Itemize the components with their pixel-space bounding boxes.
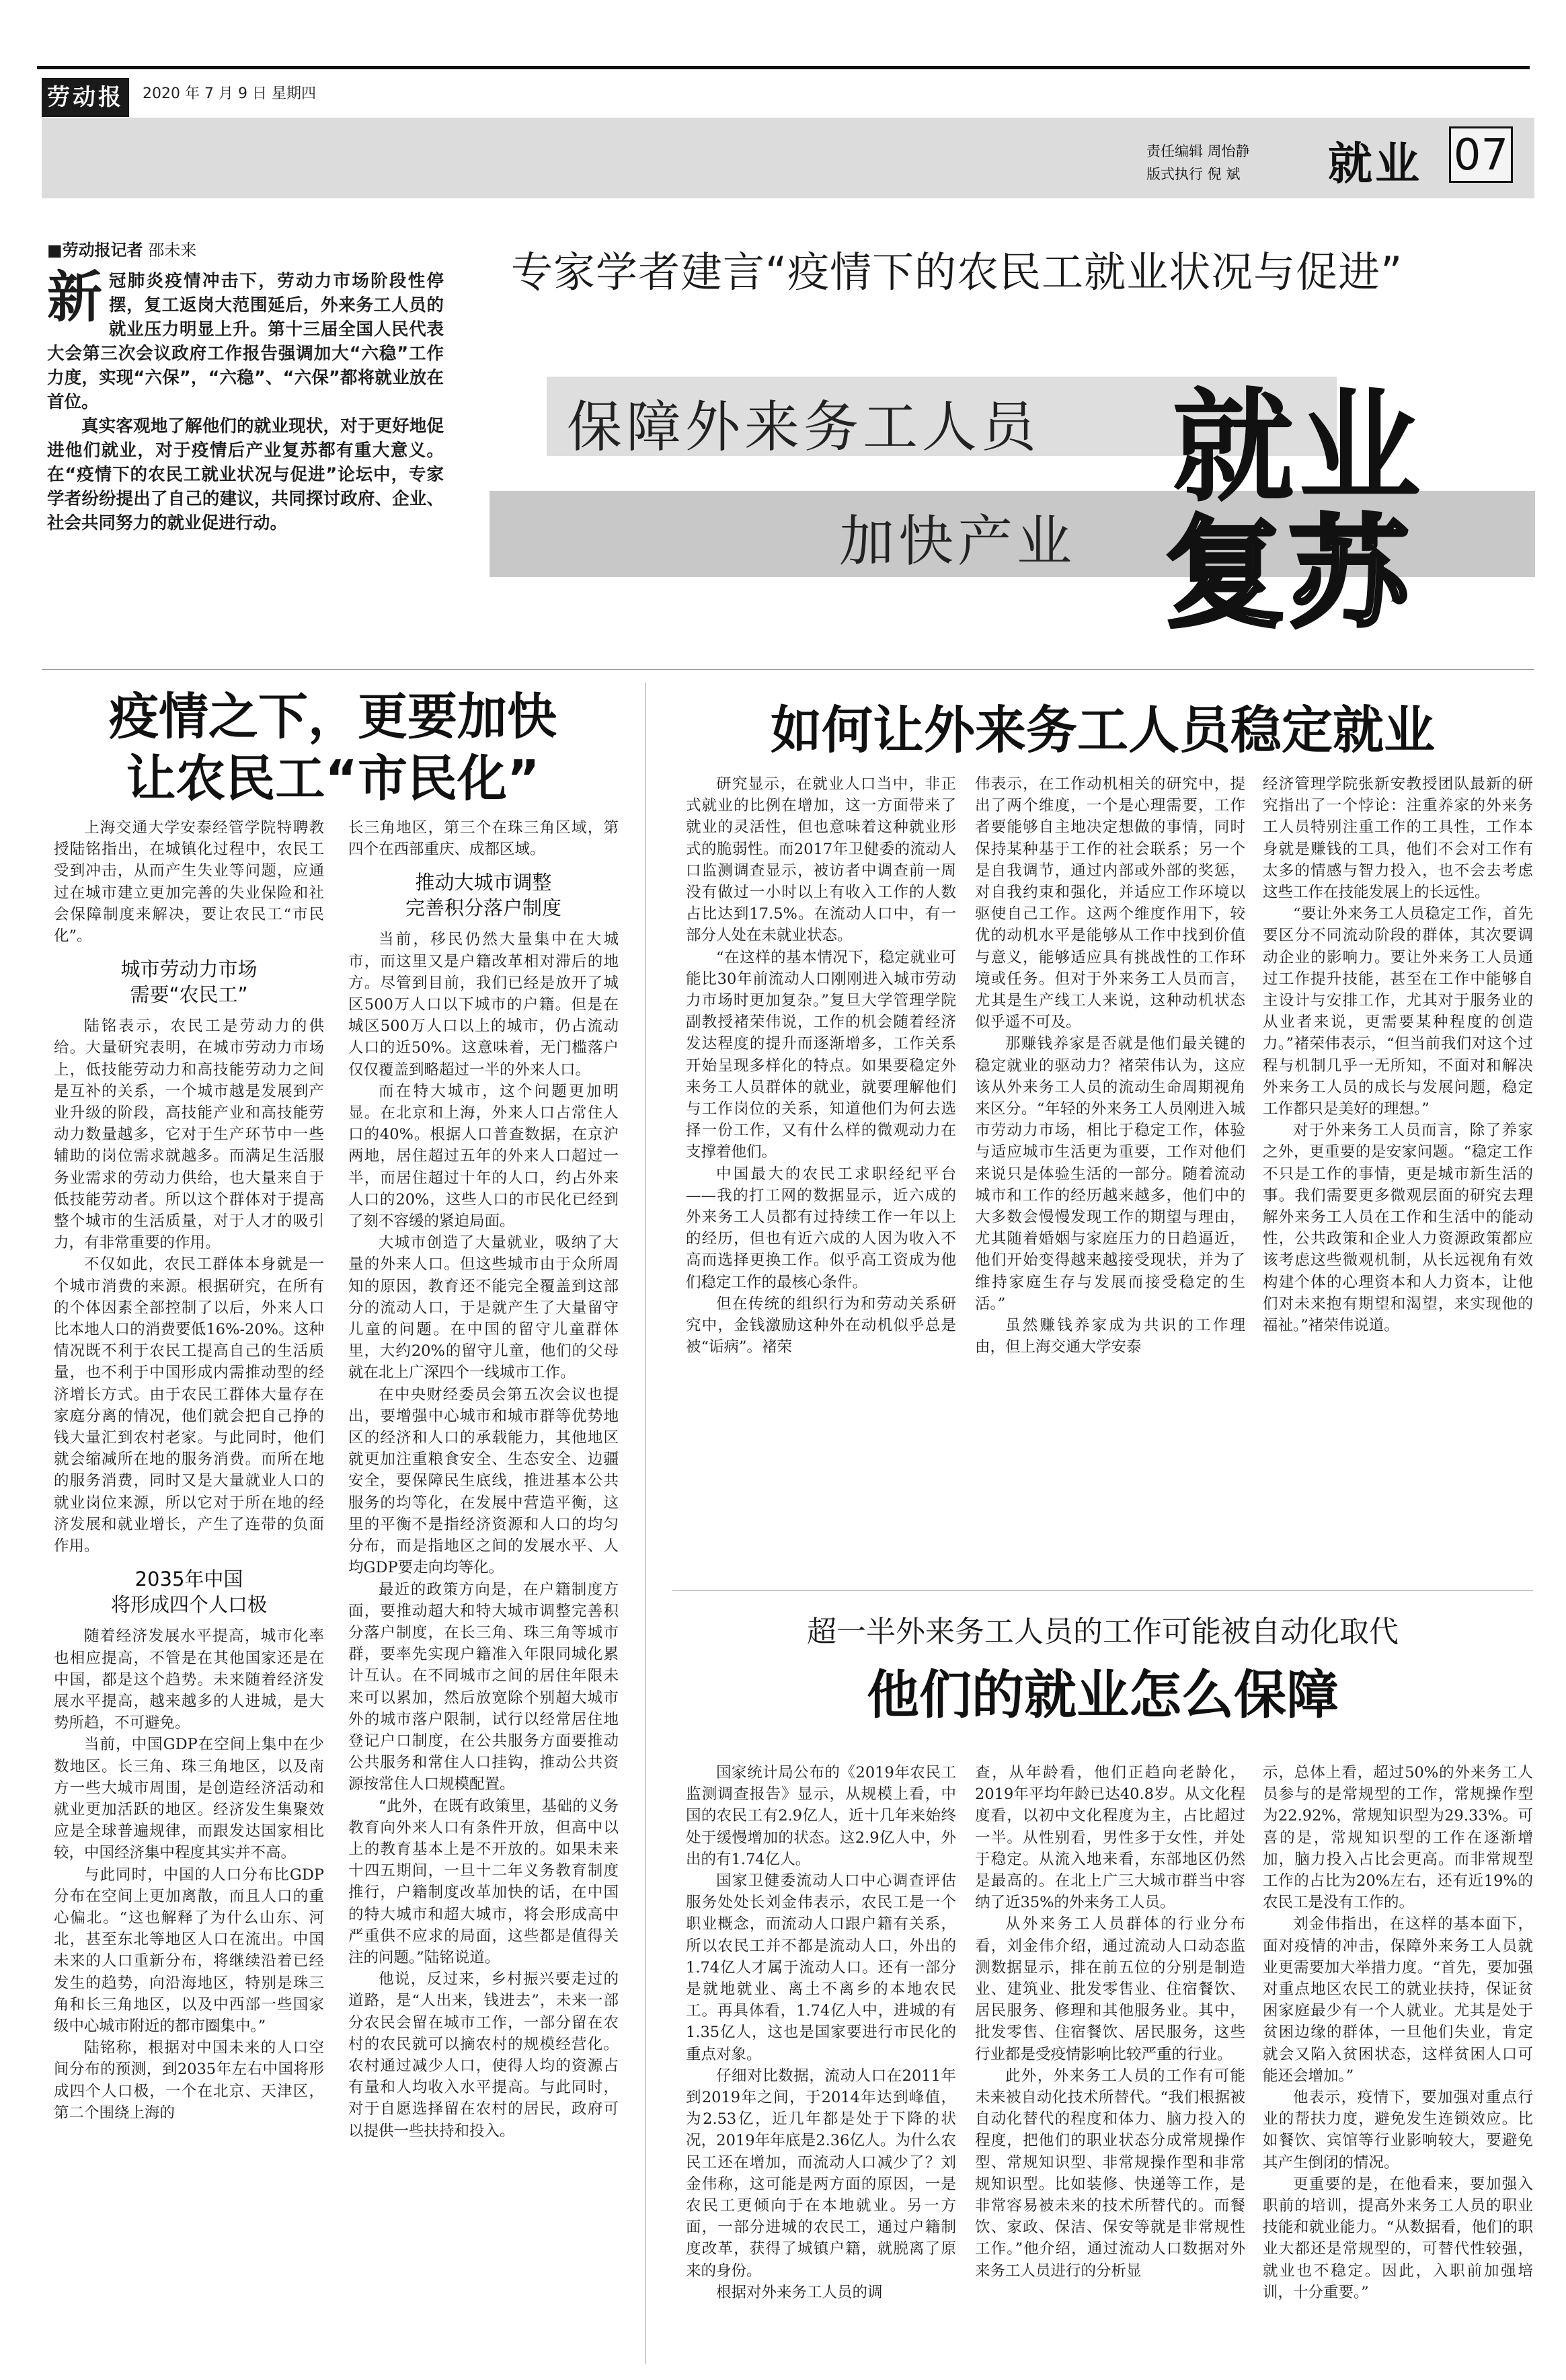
left-article-col-2 bbox=[348, 817, 619, 2142]
paragraph: “在这样的基本情况下，稳定就业可能比30年前流动人口刚刚进入城市劳动力市场时更加复杂。”复旦大学管理学院副教授褚荣伟说，工作的机会随着经济发达程度的提升而逐渐增多，工作关系开始呈现多样化的特点。如果要稳定外来务工人员群体的就业，就要理解他们与工作岗位的关系，知道他们为何去选择一份工作，又有什么样的微观动力在支撑着他们。 bbox=[686, 948, 956, 1161]
paragraph: 查，从年龄看，他们正趋向老龄化，2019年平均年龄已达40.8岁。从文化程度看，以初中文化程度为主，占比超过一半。从性别看，男性多于女性，并处于稳定。从流入地来看，东部地区仍然是最高的。在北上广三大城市群当中容纳了近35%的外来务工人员。 bbox=[975, 1764, 1245, 1912]
paragraph: 陆铭表示，农民工是劳动力的供给。大量研究表明，在城市劳动力市场上，低技能劳动力和高技能劳动力之间是互补的关系，一个城市越是发展到产业升级的阶段，高技能产业和高技能劳动力数量越多，它对于生产环节中一些辅助的岗位需求就越多。而满足生活服务业需求的劳动力供给，也大量来自于低技能劳动者。所以这个群体对于提高整个城市的生活质量，对于人才的吸引力，有非常重要的作用。 bbox=[54, 1018, 324, 1252]
paragraph: “此外，在既有政策里，基础的义务教育向外来人口有条件开放，但高中以上的教育基本上是不开放的。如果未来十四五期间，一旦十二年义务教育制度推行，户籍制度改革加快的话，在中国的特大城市和超大城市，将会形成高中严重供不应求的局面，这些都是值得关注的问题。”陆铭说道。 bbox=[348, 1797, 619, 1966]
lead-paragraphs bbox=[47, 265, 444, 535]
paragraph: 与此同时，中国的人口分布比GDP分布在空间上更加离散，而且人口的重心偏北。“这也解释了为什么山东、河北，甚至东北等地区人口在流出。中国未来的人口重新分布，将继续沿着已经发生的趋势，向沿海地区，特别是珠三角和长三角地区，以及中西部一些国家级中心城市附近的都市圈集中。” bbox=[54, 1866, 324, 2035]
masthead-logo: 劳动报 bbox=[42, 78, 129, 117]
paragraph: 最近的政策方向是，在户籍制度方面，要推动超大和特大城市调整完善积分落户制度，在长三角、珠三角等城市群，要率先实现户籍准入年限同城化累计互认。在不同城市之间的居住年限未来可以累加，然后放宽除个别超大城市外的城市落户限制，试行以经常居住地登记户口制度，在公共服务方面要推动公共服务和常住人口挂钩，推动公共资源按常住人口规模配置。 bbox=[348, 1580, 619, 1794]
byline-name: 邵未来 bbox=[148, 241, 197, 260]
paragraph: 不仅如此，农民工群体本身就是一个城市消费的来源。根据研究，在所有的个体因素全部控制了以后，外来人口比本地人口的消费要低16%-20%。这种情况既不利于农民工提高自己的生活质量，也不利于中国形成内需推动型的经济增长方式。由于农民工群体大量存在家庭分离的情况，他们就会把自己挣的钱大量汇到农村老家。与此同时，他们就会缩减所在地的服务消费。而所在地的服务消费，同时又是大量就业人口的就业岗位来源，所以它对于所在地的经济发展和就业增长，产生了连带的负面作用。 bbox=[54, 1256, 324, 1556]
right-article-title: 如何让外来务工人员稳定就业 bbox=[771, 700, 1435, 760]
paragraph: 陆铭称，根据对中国未来的人口空间分布的预测，到2035年左右中国将形成四个人口极，一个在北京、天津区，第二个围绕上海的 bbox=[54, 2039, 324, 2122]
paragraph: 当前，移民仍然大量集中在大城市，而这里又是户籍改革相对滞后的地方。尽管到目前，我们已经是放开了城区500万人口以下城市的户籍。但是在城区500万人口以上的城市，仍占流动人口的近50%。这意味着，无门槛落户仅仅覆盖到略超过一半的外来人口。 bbox=[348, 931, 619, 1079]
paragraph: 虽然赚钱养家成为共识的工作理由，但上海交通大学安泰 bbox=[975, 1317, 1245, 1356]
divider bbox=[672, 1590, 1533, 1591]
lead-p1 bbox=[47, 265, 444, 414]
editor-line-2: 版式执行 倪 斌 bbox=[1146, 166, 1241, 182]
paragraph: 示，总体上看，超过50%的外来务工人员参与的是常规型的工作，常规操作型为22.92%，常规知识型为29.33%。可喜的是，常规知识型的工作在逐渐增加，脑力投入占比会更高。而非常规型工作的占比为20%左右，还有近19%的农民工是没有工作的。 bbox=[1263, 1764, 1533, 1912]
paragraph: 刘金伟指出，在这样的基本面下，面对疫情的冲击，保障外来务工人员就业更需要加大举措力度。“首先，要加强对重点地区农民工的就业扶持，保证贫困家庭最少有一个人就业。尤其是处于贫困边缘的群体，一旦他们失业，肯定就会又陷入贫困状态，这样贫困人口可能还会增加。” bbox=[1263, 1915, 1533, 2085]
bottom-article-title: 他们的就业怎么保障 bbox=[866, 1665, 1339, 1726]
paragraph: 随着经济发展水平提高，城市化率也相应提高，不管是在其他国家还是在中国，都是这个趋势。未来随着经济发展水平提高，越来越多的人进城，是大势所趋，不可避免。 bbox=[54, 1627, 324, 1732]
paragraph: 国家卫健委流动人口中心调查评估服务处处长刘金伟表示，农民工是一个职业概念，而流动人口跟户籍有关系，所以农民工并不都是流动人口，外出的1.74亿人才属于流动人口。还有一部分是就地就业、离土不离乡的本地农民工。再具体看，1.74亿人中，进城的有1.35亿人，这也是国家要进行市民化的重点对象。 bbox=[686, 1872, 956, 2063]
paragraph: 仔细对比数据，流动人口在2011年到2019年之间，于2014年达到峰值，为2.53亿，近几年都是处于下降的状况，2019年年底是2.36亿人。为什么农民工还在增加，而流动人口减少了？刘金伟称，这可能是两方面的原因，一是农民工更倾向于在本地就业。另一方面，一部分进城的农民工，通过户籍制度改革，获得了城镇户籍，就脱离了原来的身份。 bbox=[686, 2067, 956, 2280]
bottom-article-col-2 bbox=[975, 1762, 1245, 2282]
paragraph: 经济管理学院张新安教授团队最新的研究指出了一个悖论：注重养家的外来务工人员特别注重工作的工具性，工作本身就是赚钱的工具，他们不会对工作有太多的情感与智力投入，也不会去考虑这些工作在技能发展上的长远性。 bbox=[1263, 775, 1533, 902]
byline-label: ■劳动报记者 bbox=[47, 241, 143, 260]
section-header-band bbox=[42, 118, 1534, 198]
left-article-col-1 bbox=[54, 817, 324, 2124]
editor-line-1: 责任编辑 周怡静 bbox=[1146, 143, 1250, 159]
left-article-title bbox=[54, 686, 612, 810]
right-article-col-3 bbox=[1263, 773, 1533, 1336]
divider bbox=[645, 683, 646, 2364]
banner-big-2: 复苏 bbox=[1165, 504, 1413, 644]
paragraph: 对于外来务工人员而言，除了养家之外，更重要的是安家问题。“稳定工作不只是工作的事情，更是城市新生活的事。我们需要更多微观层面的研究去理解外来务工人员在工作和生活中的能动性，公共政策和企业人力资源政策都应该考虑这些微观机制，从长远视角有效构建个体的心理资本和人力资本，让他们对未来抱有期望和渴望，来实现他的福祉。”褚荣伟说道。 bbox=[1263, 1122, 1533, 1335]
top-headline: 专家学者建言“疫情下的农民工就业状况与促进” bbox=[511, 247, 1403, 297]
paragraph: 根据对外来务工人员的调 bbox=[716, 2283, 883, 2301]
paragraph: 上海交通大学安泰经管学院特聘教授陆铭指出，在城镇化过程中，农民工受到冲击，从而产生失业等问题，应通过在城市建立更加完善的失业保险和社会保障制度来解决，要让农民工“市民化”。 bbox=[54, 819, 324, 946]
paragraph: 当前，中国GDP在空间上集中在少数地区。长三角、珠三角地区，以及南方一些大城市周围，是创造经济活动和就业更加活跃的地区。经济发生集聚效应是全球普遍规律，而跟发达国家相比较，中国经济集中程度其实并不高。 bbox=[54, 1736, 324, 1862]
page-number: 07 bbox=[1449, 126, 1513, 183]
section-name: 就业 bbox=[1328, 137, 1422, 190]
subheading: 推动大城市调整 完善积分落户制度 bbox=[405, 871, 561, 920]
paragraph: 中国最大的农民工求职经纪平台——我的打工网的数据显示，近六成的外来务工人员都有过持续工作一年以上的经历，但也有近六成的人因为收入不高而选择更换工作。似乎高工资成为他们稳定工作的最核心条件。 bbox=[686, 1165, 956, 1291]
paragraph: 长三角地区，第三个在珠三角区域，第四个在西部重庆、成都区域。 bbox=[348, 819, 619, 859]
paragraph: 在中央财经委员会第五次会议也提出，要增强中心城市和城市群等优势地区的经济和人口的承载能力，其他地区就更加注重粮食安全、生态安全、边疆安全，要保障民生底线，推进基本公共服务的均等化，在发展中营造平衡，这里的平衡不是指经济资源和人口的均匀分布，而是指地区之间的发展水平、人均GDP要走向均等化。 bbox=[348, 1385, 619, 1577]
right-article-col-1 bbox=[686, 773, 956, 1358]
editor-credits bbox=[1146, 140, 1250, 186]
right-article-col-2 bbox=[975, 773, 1245, 1358]
bottom-article-col-1 bbox=[686, 1762, 956, 2303]
paragraph: “要让外来务工人员稳定工作，首先要区分不同流动阶段的群体，其次要调动企业的影响力。要让外来务工人员通过工作提升技能，甚至在工作中能够自主设计与安排工作，尤其对于服务业的从业者来说，更需要某种程度的创造力。”褚荣伟表示，“但当前我们对这个过程与机制几乎一无所知，不面对和解决外来务工人员的成长与发展问题，稳定工作都只是美好的理想。” bbox=[1263, 905, 1533, 1118]
dateline: 2020 年 7 月 9 日 星期四 bbox=[143, 85, 316, 102]
paragraph: 伟表示，在工作动机相关的研究中，提出了两个维度，一个是心理需要，工作者要能够自主地决定想做的事情，同时保持某种基于工作的社会联系；另一个是自我调节，通过内部或外部的奖惩，对自我约束和强化，并适应工作环境以驱使自己工作。这两个维度作用下，较优的动机水平是能够从工作中找到价值与意义，能够适应具有挑战性的工作环境或任务。但对于外来务工人员而言，尤其是生产线工人来说，这种动机状态似乎遥不可及。 bbox=[975, 775, 1245, 1032]
paragraph: 国家统计局公布的《2019年农民工监测调查报告》显示，从规模上看，中国的农民工有2.9亿人，近十几年来始终处于缓慢增加的状态。这2.9亿人中，外出的有1.74亿人。 bbox=[686, 1764, 956, 1868]
banner bbox=[490, 356, 1535, 644]
paragraph: 大城市创造了大量就业，吸纳了大量的外来人口。但这些城市由于众所周知的原因，教育还不能完全覆盖到这部分的流动人口，于是就产生了大量留守儿童的问题。在中国的留守儿童群体里，大约20%的留守儿童，他们的父母就在北上广深四个一线城市工作。 bbox=[348, 1234, 619, 1382]
byline bbox=[47, 237, 196, 260]
divider bbox=[42, 669, 1534, 670]
dropcap: 新 bbox=[47, 265, 103, 330]
bottom-article-col-3 bbox=[1263, 1762, 1533, 2303]
paragraph: 此外，外来务工人员的工作有可能未来被自动化技术所替代。“我们根据被自动化替代的程度和体力、脑力投入的程度，把他们的职业状态分成常规操作型、常规知识型、非常规操作型和非常规知识型。比如装修、快递等工作，是非常容易被未来的技术所替代的。而餐饮、家政、保洁、保安等就是非常规性工作。”他介绍，通过流动人口数据对外来务工人员进行的分析显 bbox=[975, 2067, 1245, 2280]
bottom-article-kicker: 超一半外来务工人员的工作可能被自动化取代 bbox=[807, 1615, 1399, 1649]
banner-line-1: 保障外来务工人员 bbox=[567, 395, 1041, 459]
paragraph: 从外来务工人员群体的行业分布看，刘金伟介绍，通过流动人口动态监测数据显示，排在前五位的分别是制造业、建筑业、批发零售业、住宿餐饮、居民服务、修理和其他服务业。其中，批发零售、住宿餐饮、居民服务，这些行业都是受疫情影响比较严重的行业。 bbox=[975, 1915, 1245, 2063]
banner-big-1: 就业 bbox=[1172, 376, 1425, 519]
lead-p2: 真实客观地了解他们的就业现状，对于更好地促进他们就业，对于疫情后产业复苏都有重大意义。在“疫情下的农民工就业状况与促进”论坛中，专家学者纷纷提出了自己的建议，共同探讨政府、企业、社会共同努力的就业促进行动。 bbox=[47, 416, 444, 533]
paragraph: 更重要的是，在他看来，要加强入职前的培训，提高外来务工人员的职业技能和就业能力。“从数据看，他们的职业大都还是常规型的，可替代性较强，就业也不稳定。因此，入职前加强培训，十分重要。” bbox=[1263, 2175, 1533, 2301]
subheading: 城市劳动力市场 需要“农民工” bbox=[120, 958, 258, 1007]
paragraph: 那赚钱养家是否就是他们最关键的稳定就业的驱动力？褚荣伟认为，这应该从外来务工人员的流动生命周期视角来区分。“年轻的外来务工人员刚进入城市劳动力市场，相比于稳定工作，体验与适应城市生活更为重要，工作对他们来说只是体验生活的一部分。随着流动城市和工作的经历越来越多，他们中的大多数会慢慢发现工作的期望与理由，尤其随着婚姻与家庭压力的日趋逼近，他们开始变得越来越接受现状，并为了维持家庭生存与发展而接受稳定的生活。” bbox=[975, 1035, 1245, 1313]
banner-line-2: 加快产业 bbox=[839, 510, 1076, 574]
paragraph: 他说，反过来，乡村振兴要走过的道路，是“人出来，钱进去”，未来一部分农民会留在城市工作，一部分留在农村的农民就可以摘农村的规模经营化。农村通过减少人口，使得人均的资源占有量和人均收入水平提高。与此同时，对于自愿选择留在农村的居民，政府可以提供一些扶持和投入。 bbox=[348, 1970, 619, 2140]
lead-p1-text: 冠肺炎疫情冲击下，劳动力市场阶段性停摆，复工返岗大范围延后，外来务工人员的就业压力明显上升。第十三届全国人民代表大会第三次会议政府工作报告强调加大“六稳”工作力度，实现“六保”，“六稳”、“六保”都将就业放在首位。 bbox=[47, 271, 444, 412]
subheading: 2035年中国 将形成四个人口极 bbox=[110, 1568, 267, 1617]
left-title-line-1: 疫情之下，更要加快 bbox=[109, 688, 557, 746]
paragraph: 研究显示，在就业人口当中，非正式就业的比例在增加，这一方面带来了就业的灵活性，但也意味着这种就业形式的脆弱性。而2017年卫健委的流动人口监测调查显示，被访者中调查前一周没有做过一小时以上有收入工作的人数占比达到17.5%。在流动人口中，有一部分人处在未就业状态。 bbox=[686, 775, 956, 945]
paragraph: 但在传统的组织行为和劳动关系研究中，金钱激励这种外在动机似乎总是被“诟病”。褚荣 bbox=[686, 1295, 956, 1356]
left-title-line-2: 让农民工“市民化” bbox=[126, 750, 540, 808]
top-rule bbox=[37, 66, 1530, 69]
paragraph: 他表示，疫情下，要加强对重点行业的帮扶力度，避免发生连锁效应。比如餐饮、宾馆等行业影响较大，要避免其产生倒闭的情况。 bbox=[1263, 2089, 1533, 2172]
paragraph: 而在特大城市，这个问题更加明显。在北京和上海，外来人口占常住人口的40%。根据人口普查数据，在京沪两地，居住超过五年的外来人口超过一半，而居住超过十年的人口，约占外来人口的20%，这些人口的市民化已经到了刻不容缓的紧迫局面。 bbox=[348, 1082, 619, 1231]
